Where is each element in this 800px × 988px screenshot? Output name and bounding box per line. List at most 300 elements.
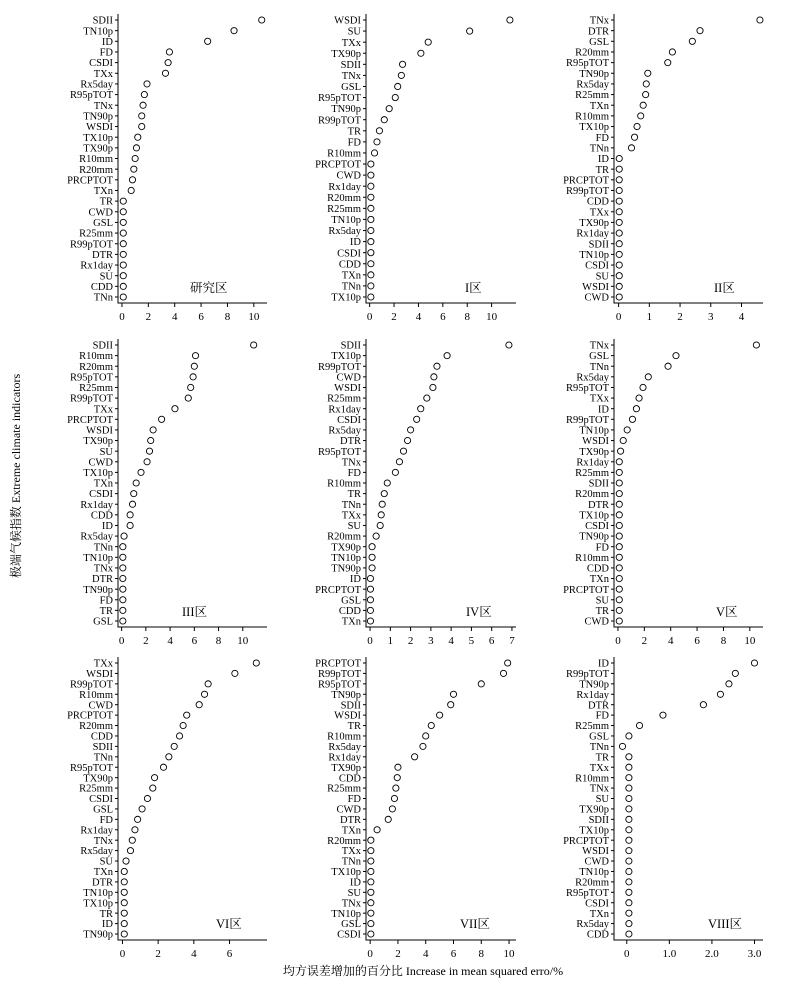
category-label: CWD: [584, 292, 609, 304]
data-point: [378, 512, 384, 518]
category-label: DTR: [588, 26, 609, 38]
category-label: TNx: [589, 783, 609, 795]
data-point: [700, 702, 706, 708]
category-label: Rx5day: [576, 372, 609, 384]
category-label: ID: [597, 404, 609, 416]
data-point: [400, 448, 406, 454]
data-point: [507, 17, 513, 23]
category-label: TX90p: [331, 762, 361, 774]
category-label: R99pTOT: [70, 679, 113, 691]
panel-title: I区: [465, 281, 482, 295]
category-label: TNn: [93, 752, 113, 764]
data-point: [148, 437, 154, 443]
data-point: [121, 868, 127, 874]
data-point: [626, 754, 632, 760]
data-point: [669, 49, 675, 55]
data-point: [368, 216, 374, 222]
data-point: [129, 837, 135, 843]
data-point: [389, 806, 395, 812]
data-point: [626, 848, 632, 854]
category-label: TN90p: [83, 111, 113, 123]
category-label: SU: [595, 271, 609, 283]
data-point: [626, 858, 632, 864]
category-label: FD: [99, 47, 113, 59]
category-label: CDD: [586, 196, 609, 208]
data-point: [368, 900, 374, 906]
data-point: [121, 931, 127, 937]
x-tick-label: 1.0: [662, 948, 677, 960]
category-label: FD: [347, 794, 361, 806]
category-label: TXx: [589, 393, 609, 405]
x-tick-label: 7: [509, 635, 515, 647]
data-point: [430, 384, 436, 390]
category-label: TNn: [93, 542, 113, 554]
category-label: TNx: [93, 835, 113, 847]
category-label: TX90p: [579, 218, 609, 230]
data-point: [368, 227, 374, 233]
category-label: TNx: [341, 71, 361, 82]
x-tick-label: 2: [677, 311, 683, 323]
category-label: Rx5day: [80, 79, 113, 91]
category-label: TX90p: [579, 446, 609, 458]
data-point: [636, 722, 642, 728]
category-label: CSDI: [337, 929, 361, 941]
data-point: [172, 406, 178, 412]
category-label: Rx1day: [328, 404, 361, 416]
category-label: TN90p: [83, 584, 113, 596]
data-point: [368, 161, 374, 167]
category-label: R25mm: [79, 383, 113, 395]
data-point: [434, 363, 440, 369]
category-label: R10mm: [575, 552, 609, 564]
x-tick-label: 4: [171, 311, 178, 323]
data-point: [376, 128, 382, 134]
data-point: [121, 889, 127, 895]
data-point: [231, 28, 237, 34]
category-label: FD: [99, 595, 113, 607]
data-point: [129, 501, 135, 507]
x-tick-label: 6: [488, 635, 495, 647]
data-point: [616, 273, 622, 279]
category-label: CWD: [88, 207, 113, 219]
data-point: [201, 691, 207, 697]
data-point: [631, 134, 637, 140]
x-tick-label: 3: [708, 311, 714, 323]
x-tick-label: 4: [415, 311, 422, 323]
category-label: TX10p: [83, 467, 113, 479]
data-point: [616, 565, 622, 571]
data-point: [251, 342, 257, 348]
data-point: [121, 910, 127, 916]
category-label: TXn: [589, 908, 609, 920]
category-label: TN10p: [83, 552, 113, 564]
category-label: R95pTOT: [318, 679, 361, 691]
data-point: [140, 102, 146, 108]
category-label: FD: [595, 542, 609, 554]
axis-frame: [366, 14, 516, 303]
data-point: [132, 827, 138, 833]
category-label: SU: [99, 271, 113, 283]
category-label: SU: [99, 446, 113, 458]
category-label: DTR: [340, 436, 361, 448]
data-point: [616, 544, 622, 550]
data-point: [165, 60, 171, 66]
data-point: [444, 353, 450, 359]
x-tick-label: 10: [503, 948, 515, 960]
category-label: TNn: [93, 292, 113, 304]
data-point: [753, 342, 759, 348]
data-point: [717, 691, 723, 697]
x-tick-label: 0: [119, 948, 126, 960]
category-label: SU: [595, 794, 609, 806]
category-label: R95pTOT: [70, 372, 113, 384]
data-point: [368, 283, 374, 289]
category-label: R25mm: [79, 228, 113, 240]
data-point: [373, 533, 379, 539]
panel-title: III区: [182, 605, 207, 619]
data-point: [616, 491, 622, 497]
category-label: TXx: [589, 762, 609, 774]
data-point: [368, 194, 374, 200]
x-tick-label: 5: [468, 635, 475, 647]
category-label: TR: [595, 164, 609, 176]
category-label: R25mm: [575, 90, 609, 102]
data-point: [368, 261, 374, 267]
x-tick-label: 10: [248, 311, 260, 323]
category-label: TX90p: [579, 804, 609, 816]
category-label: ID: [101, 919, 113, 931]
data-point: [120, 283, 126, 289]
data-point: [379, 501, 385, 507]
axis-frame: [118, 657, 267, 940]
x-tick-label: 2: [641, 635, 648, 647]
panel-3: [563, 14, 763, 323]
category-label: CSDI: [585, 260, 609, 272]
category-label: TXn: [341, 270, 361, 282]
category-label: TX90p: [83, 773, 113, 785]
category-label: R25mm: [79, 783, 113, 795]
x-tick-label: 0: [624, 948, 630, 960]
category-label: TX10p: [579, 510, 609, 522]
category-label: WSDI: [86, 122, 113, 134]
category-label: TNx: [341, 898, 361, 910]
data-point: [162, 70, 168, 76]
x-tick-label: 0: [367, 635, 373, 647]
data-point: [726, 681, 732, 687]
data-point: [626, 733, 632, 739]
category-label: PRCPTOT: [315, 584, 361, 596]
data-point: [616, 501, 622, 507]
category-label: TXn: [93, 867, 113, 879]
data-point: [129, 177, 135, 183]
x-tick-label: 2: [391, 311, 397, 323]
data-point: [368, 837, 374, 843]
data-point: [139, 113, 145, 119]
data-point: [616, 230, 622, 236]
category-label: R20mm: [79, 721, 113, 733]
category-label: TX90p: [331, 542, 361, 554]
data-point: [640, 102, 646, 108]
panel-title: IV区: [466, 605, 492, 619]
data-point: [396, 459, 402, 465]
data-point: [385, 816, 391, 822]
category-label: CDD: [90, 281, 113, 293]
category-label: SU: [347, 26, 361, 38]
category-label: TXn: [341, 616, 361, 628]
data-point: [367, 607, 373, 613]
category-label: TNn: [341, 499, 361, 511]
data-point: [146, 448, 152, 454]
data-point: [628, 145, 634, 151]
data-point: [616, 209, 622, 215]
x-tick-label: 2: [395, 948, 401, 960]
data-point: [151, 775, 157, 781]
data-point: [638, 113, 644, 119]
category-label: TNn: [589, 143, 609, 155]
data-point: [478, 681, 484, 687]
category-label: R95pTOT: [318, 93, 361, 105]
data-point: [368, 272, 374, 278]
category-label: SDII: [92, 15, 113, 27]
data-point: [619, 743, 625, 749]
data-point: [697, 28, 703, 34]
data-point: [133, 145, 139, 151]
data-point: [392, 469, 398, 475]
data-point: [616, 480, 622, 486]
data-point: [616, 469, 622, 475]
x-tick-label: 8: [224, 311, 231, 323]
data-point: [184, 712, 190, 718]
data-point: [144, 459, 150, 465]
category-label: R95pTOT: [566, 887, 609, 899]
category-label: TX10p: [83, 132, 113, 144]
category-label: CWD: [88, 457, 113, 469]
category-label: R10mm: [575, 111, 609, 123]
data-point: [150, 785, 156, 791]
data-point: [616, 283, 622, 289]
data-point: [626, 775, 632, 781]
category-label: R99pTOT: [566, 186, 609, 198]
category-label: GSL: [93, 804, 113, 816]
category-label: WSDI: [334, 15, 361, 27]
category-label: Rx1day: [80, 499, 113, 511]
data-point: [634, 123, 640, 129]
data-point: [120, 230, 126, 236]
category-label: TR: [595, 605, 609, 617]
data-point: [368, 889, 374, 895]
category-label: TNn: [589, 741, 609, 753]
category-label: TR: [595, 752, 609, 764]
category-label: R20mm: [327, 531, 361, 543]
data-point: [144, 81, 150, 87]
data-point: [624, 427, 630, 433]
category-label: GSL: [341, 82, 361, 94]
category-label: CSDI: [89, 58, 113, 70]
data-point: [188, 384, 194, 390]
category-label: TR: [347, 721, 361, 733]
data-point: [643, 81, 649, 87]
data-point: [414, 416, 420, 422]
category-label: R95pTOT: [566, 58, 609, 70]
data-point: [132, 155, 138, 161]
data-point: [384, 480, 390, 486]
data-point: [626, 879, 632, 885]
data-point: [626, 910, 632, 916]
data-point: [120, 294, 126, 300]
category-label: R99pTOT: [70, 393, 113, 405]
data-point: [616, 586, 622, 592]
data-point: [407, 427, 413, 433]
category-label: R10mm: [79, 351, 113, 363]
axis-frame: [118, 14, 267, 303]
data-point: [616, 177, 622, 183]
category-label: CWD: [88, 700, 113, 712]
category-label: TXx: [93, 68, 113, 80]
data-point: [196, 702, 202, 708]
data-point: [616, 459, 622, 465]
category-label: TNn: [589, 361, 609, 373]
data-point: [616, 618, 622, 624]
category-label: Rx1day: [576, 228, 609, 240]
category-label: CWD: [584, 616, 609, 628]
category-label: R20mm: [575, 47, 609, 59]
category-label: CSDI: [585, 898, 609, 910]
data-point: [192, 353, 198, 359]
category-label: R25mm: [575, 467, 609, 479]
category-label: Rx1day: [576, 689, 609, 701]
data-point: [506, 342, 512, 348]
data-point: [139, 806, 145, 812]
category-label: GSL: [341, 919, 361, 931]
category-label: SDII: [92, 741, 113, 753]
data-point: [120, 618, 126, 624]
category-label: SU: [595, 595, 609, 607]
category-label: GSL: [589, 731, 609, 743]
category-label: WSDI: [86, 425, 113, 437]
data-point: [616, 187, 622, 193]
x-tick-label: 4: [448, 635, 454, 647]
category-label: Rx1day: [80, 825, 113, 837]
x-tick-label: 1: [387, 635, 394, 647]
category-label: R20mm: [79, 164, 113, 176]
category-label: CWD: [584, 856, 609, 868]
x-tick-label: 2: [407, 635, 414, 647]
category-label: TX90p: [331, 48, 361, 60]
category-label: R10mm: [79, 689, 113, 701]
category-label: Rx1day: [80, 260, 113, 272]
category-label: TN10p: [331, 552, 361, 564]
category-label: TN10p: [83, 26, 113, 38]
data-point: [431, 374, 437, 380]
data-point: [393, 785, 399, 791]
category-label: PRCPTOT: [67, 414, 113, 426]
data-point: [368, 172, 374, 178]
x-tick-label: 2: [155, 948, 161, 960]
category-label: SDII: [340, 59, 361, 71]
data-point: [205, 681, 211, 687]
data-point: [127, 848, 133, 854]
data-point: [180, 722, 186, 728]
data-point: [120, 597, 126, 603]
category-label: SDII: [340, 700, 361, 712]
x-tick-label: 3.0: [747, 948, 762, 960]
data-point: [368, 910, 374, 916]
data-point: [620, 437, 626, 443]
data-point: [368, 868, 374, 874]
data-point: [120, 607, 126, 613]
category-label: R99pTOT: [318, 115, 361, 127]
category-label: SU: [99, 856, 113, 868]
category-label: R95pTOT: [566, 383, 609, 395]
x-tick-label: 8: [464, 311, 470, 323]
x-tick-label: 2.0: [705, 948, 719, 960]
category-label: WSDI: [334, 383, 361, 395]
category-label: DTR: [340, 814, 361, 826]
category-label: TNn: [341, 856, 361, 868]
category-label: TXx: [341, 510, 361, 522]
category-label: R25mm: [575, 721, 609, 733]
category-label: TN90p: [83, 929, 113, 941]
data-point: [205, 38, 211, 44]
x-tick-label: 10: [237, 635, 249, 647]
category-label: TNx: [589, 340, 609, 352]
data-point: [394, 775, 400, 781]
data-point: [138, 469, 144, 475]
data-point: [368, 920, 374, 926]
x-tick-label: 2: [143, 635, 149, 647]
category-label: SU: [347, 887, 361, 899]
data-point: [368, 183, 374, 189]
data-point: [368, 879, 374, 885]
category-label: TN90p: [331, 104, 361, 116]
data-point: [616, 597, 622, 603]
category-label: R95pTOT: [318, 446, 361, 458]
x-tick-label: 10: [486, 311, 498, 323]
data-point: [626, 827, 632, 833]
data-point: [626, 795, 632, 801]
category-label: Rx1day: [328, 181, 361, 193]
category-label: PRCPTOT: [563, 175, 609, 187]
data-point: [616, 219, 622, 225]
category-label: Rx5day: [80, 846, 113, 858]
category-label: R20mm: [575, 489, 609, 501]
global-y-axis-label: 极端气候指数 Extreme climate indicators: [9, 373, 23, 579]
x-tick-label: 8: [215, 635, 222, 647]
data-point: [424, 395, 430, 401]
data-point: [395, 764, 401, 770]
data-point: [131, 166, 137, 172]
category-label: DTR: [92, 249, 113, 261]
data-point: [120, 565, 126, 571]
category-label: ID: [101, 36, 113, 48]
data-point: [395, 83, 401, 89]
x-tick-label: 0: [119, 311, 125, 323]
x-tick-label: 4: [167, 635, 173, 647]
data-point: [640, 384, 646, 390]
category-label: WSDI: [86, 669, 113, 681]
category-label: Rx1day: [576, 457, 609, 469]
category-label: FD: [347, 467, 361, 479]
category-label: CDD: [338, 773, 361, 785]
x-tick-label: 1: [646, 311, 653, 323]
data-point: [391, 795, 397, 801]
category-label: TXn: [589, 100, 609, 112]
category-label: CSDI: [89, 489, 113, 501]
category-label: Rx5day: [328, 741, 361, 753]
category-label: DTR: [588, 700, 609, 712]
category-label: TX10p: [331, 867, 361, 879]
data-point: [133, 480, 139, 486]
